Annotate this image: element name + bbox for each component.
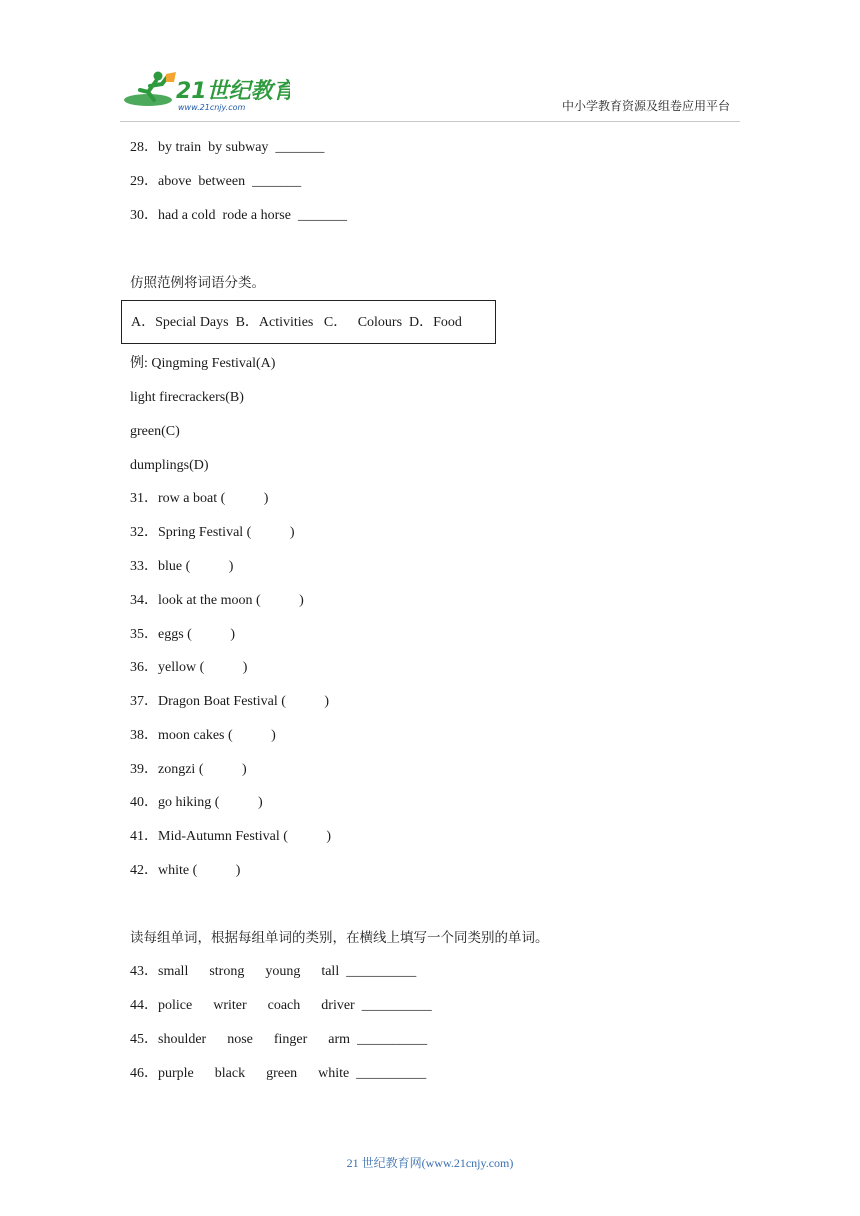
- section3-instruction: 读每组单词，根据每组单词的类别，在横线上填写一个同类别的单词。: [130, 930, 549, 946]
- question-40: 40．go hiking ( ): [130, 795, 263, 810]
- question-37: 37．Dragon Boat Festival ( ): [130, 694, 330, 709]
- logo: [120, 68, 290, 114]
- runner-logo-icon: [120, 68, 290, 114]
- question-46: 46．purple black green white __________: [130, 1066, 427, 1081]
- question-36: 36．yellow ( ): [130, 660, 248, 675]
- options-text: A．Special Days B．Activities C． Colours D．Food: [131, 315, 462, 330]
- question-39: 39．zongzi ( ): [130, 762, 247, 777]
- example-line: green(C): [130, 424, 180, 439]
- header-platform-title: 中小学教育资源及组卷应用平台: [561, 99, 730, 113]
- example-line: dumplings(D): [130, 458, 209, 473]
- question-34: 34．look at the moon ( ): [130, 593, 304, 608]
- question-38: 38．moon cakes ( ): [130, 728, 276, 743]
- logo-wordmark: 21世纪教育: [176, 79, 290, 104]
- question-45: 45．shoulder nose finger arm __________: [130, 1032, 428, 1047]
- section2-instruction: 仿照范例将词语分类。: [130, 275, 265, 291]
- example-line: light firecrackers(B): [130, 390, 244, 405]
- question-32: 32．Spring Festival ( ): [130, 525, 295, 540]
- question-35: 35．eggs ( ): [130, 627, 235, 642]
- question-43: 43．small strong young tall __________: [130, 964, 417, 979]
- options-box: [121, 300, 496, 344]
- question-44: 44．police writer coach driver __________: [130, 998, 432, 1013]
- footer-site-link[interactable]: 21 世纪教育网(www.21cnjy.com): [346, 1156, 514, 1170]
- header-divider: [120, 121, 740, 122]
- logo-url: www.21cnjy.com: [178, 103, 246, 112]
- question-42: 42．white ( ): [130, 863, 241, 878]
- question-31: 31．row a boat ( ): [130, 491, 269, 506]
- question-29: 29．above between _______: [130, 174, 302, 189]
- question-41: 41．Mid-Autumn Festival ( ): [130, 829, 332, 844]
- question-28: 28．by train by subway _______: [130, 140, 325, 155]
- question-30: 30．had a cold rode a horse _______: [130, 208, 347, 223]
- example-line: 例: Qingming Festival(A): [130, 356, 276, 371]
- question-33: 33．blue ( ): [130, 559, 234, 574]
